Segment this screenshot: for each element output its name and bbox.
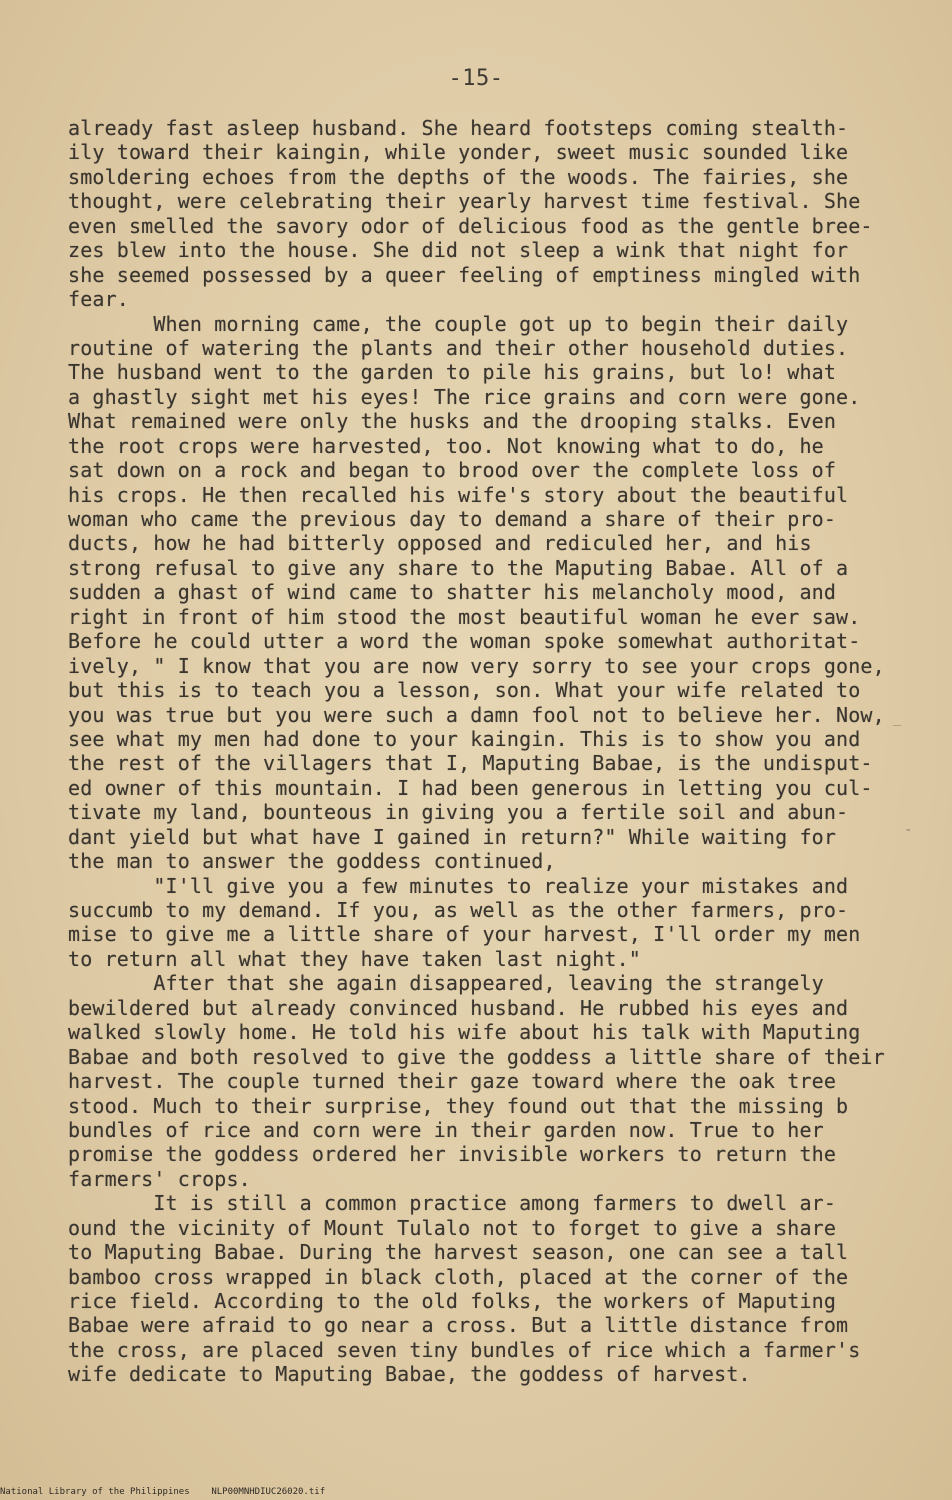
text-line: the rest of the villagers that I, Maputing Babae, is the undisput-	[68, 751, 873, 776]
text-line: sudden a ghast of wind came to shatter his melancholy mood, and	[68, 580, 837, 605]
text-line: woman who came the previous day to demand a share of their pro-	[68, 507, 837, 531]
text-line: bundles of rice and corn were in their garden now. True to her	[68, 1117, 824, 1142]
text-line: smoldering echoes from the depths of the woods. The fairies, she	[68, 164, 849, 189]
text-line: ively, " I know that you are now very sorry to see your crops gone,	[68, 653, 885, 678]
text-line: already fast asleep husband. She heard footsteps coming stealth-	[68, 116, 849, 140]
text-line: When morning came, the couple got up to begin their daily	[68, 311, 849, 336]
text-line: dant yield but what have I gained in return?" While waiting for	[68, 824, 837, 849]
margin-mark: -	[904, 822, 913, 838]
text-line: walked slowly home. He told his wife about his talk with Maputing	[68, 1020, 861, 1045]
text-line: wife dedicate to Maputing Babae, the goddess of harvest.	[68, 1362, 751, 1387]
text-line: harvest. The couple turned their gaze toward where the oak tree	[68, 1069, 837, 1094]
text-line: ed owner of this mountain. I had been generous in letting you cul-	[68, 775, 873, 800]
text-line: see what my men had done to your kaingin. This is to show you and	[68, 726, 861, 751]
text-line: Babae and both resolved to give the goddess a little share of their	[68, 1044, 885, 1069]
text-line: "I'll give you a few minutes to realize your mistakes and	[68, 873, 849, 898]
text-line: Before he could utter a word the woman spoke somewhat authoritat-	[68, 629, 861, 654]
text-line: but this is to teach you a lesson, son. What your wife related to	[68, 678, 861, 703]
text-line: the cross, are placed seven tiny bundles of rice which a farmer's	[68, 1337, 861, 1362]
text-line: bewildered but already convinced husband. He rubbed his eyes and	[68, 995, 849, 1020]
text-line: to return all what they have taken last night."	[68, 946, 641, 971]
text-line: thought, were celebrating their yearly harvest time festival. She	[68, 189, 861, 214]
text-line: a ghastly sight met his eyes! The rice grains and corn were gone.	[68, 384, 861, 409]
text-line: bamboo cross wrapped in black cloth, placed at the corner of the	[68, 1264, 849, 1289]
text-line: fear.	[68, 287, 129, 312]
text-line: promise the goddess ordered her invisible workers to return the	[68, 1142, 837, 1167]
text-line: zes blew into the house. She did not sleep a wink that night for	[68, 238, 849, 263]
text-line: to Maputing Babae. During the harvest season, one can see a tall	[68, 1240, 849, 1265]
text-line: rice field. According to the old folks, the workers of Maputing	[68, 1289, 837, 1313]
body-text	[68, 116, 898, 1387]
text-line: ducts, how he had bitterly opposed and rediculed her, and his	[68, 531, 812, 556]
text-line: The husband went to the garden to pile his grains, but lo! what	[68, 360, 837, 385]
scan-footer: National Library of the Philippines NLP00MNHDIUC26020.tif	[0, 1487, 326, 1497]
text-line: sat down on a rock and began to brood over the complete loss of	[68, 458, 837, 483]
text-line: After that she again disappeared, leaving the strangely	[68, 971, 824, 996]
text-line: It is still a common practice among farmers to dwell ar-	[68, 1191, 837, 1216]
text-line: stood. Much to their surprise, they found out that the missing b	[68, 1093, 849, 1118]
text-line: routine of watering the plants and their other household duties.	[68, 335, 849, 360]
text-line: succumb to my demand. If you, as well as the other farmers, pro-	[68, 898, 849, 922]
text-line: tivate my land, bounteous in giving you a fertile soil and abun-	[68, 800, 849, 825]
page-number: -15-	[448, 66, 504, 91]
margin-mark: _	[893, 710, 902, 726]
text-line: even smelled the savory odor of delicious food as the gentle bree-	[68, 213, 873, 238]
text-line: the man to answer the goddess continued,	[68, 849, 556, 874]
text-line: right in front of him stood the most beautiful woman he ever saw.	[68, 604, 861, 629]
text-line: Babae were afraid to go near a cross. But a little distance from	[68, 1313, 849, 1338]
text-line: ound the vicinity of Mount Tulalo not to forget to give a share	[68, 1215, 837, 1240]
text-line: mise to give me a little share of your harvest, I'll order my men	[68, 922, 861, 947]
text-line: you was true but you were such a damn fool not to believe her. Now,	[68, 702, 885, 727]
text-line: his crops. He then recalled his wife's story about the beautiful	[68, 482, 849, 507]
text-line: the root crops were harvested, too. Not knowing what to do, he	[68, 433, 824, 458]
text-line: farmers' crops.	[68, 1166, 251, 1191]
text-line: ily toward their kaingin, while yonder, sweet music sounded like	[68, 140, 849, 165]
text-line: What remained were only the husks and the drooping stalks. Even	[68, 409, 837, 434]
text-line: she seemed possessed by a queer feeling of emptiness mingled with	[68, 262, 861, 287]
text-line: strong refusal to give any share to the Maputing Babae. All of a	[68, 555, 849, 580]
